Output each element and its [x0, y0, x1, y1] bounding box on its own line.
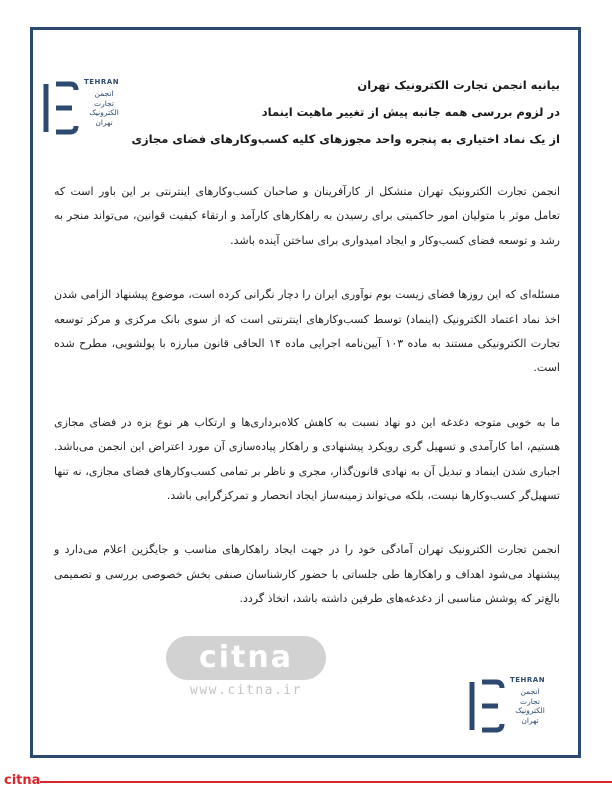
e-letter-icon	[40, 78, 80, 138]
logo-brand-fa: انجمن تجارت الکترونیک تهران	[89, 89, 119, 127]
watermark-url: www.citna.ir	[190, 683, 302, 698]
heading-line-1: بیانیه انجمن تجارت الکترونیک تهران	[357, 78, 560, 92]
citna-watermark	[166, 636, 326, 700]
statement-body	[54, 180, 560, 642]
logo-brand-en: TEHRAN	[84, 78, 120, 86]
paragraph-4: انجمن تجارت الکترونیک تهران آمادگی خود را در جهت ایجاد راهکارهای مناسب و جایگزین اعلام می‌دارد و پیشنهاد می‌شود اهداف و راهکارها طی جلساتی با حضور کارشناسان صنفی بخش خصوصی بررسی و تصمیمی بالغ‌تر که پوشش مناسبی از دغدغه‌های طرفین داشته باشد، اتخاذ گردد.	[54, 543, 560, 606]
paragraph-3: ما به خوبی متوجه دغدغه این دو نهاد نسبت به کاهش کلاه‌برداری‌ها و ارتکاب هر نوع بزه در فضای مجازی هستیم، اما کارآمدی و تسهیل گری رویکرد پیشنهادی و راهکار پیاده‌سازی آن مورد اعتراض این انجمن می‌باشد. اجباری شدن اینماد و تبدیل آن به نهادی قانون‌گذار، مجری و ناظر بر تمامی کسب‌وکارهای فضای مجازی، نه تنها تسهیل‌گر کسب‌وکارها نیست، بلکه می‌تواند زمینه‌ساز ایجاد انحصار و تمرکزگرایی باشد.	[54, 415, 560, 503]
logo-brand-fa: انجمن تجارت الکترونیک تهران	[515, 687, 545, 725]
heading-line-3: از یک نماد اختیاری به پنجره واحد مجوزهای کلیه کسب‌وکارهای فضای مجازی	[131, 132, 560, 146]
logo-brand-en: TEHRAN	[510, 676, 546, 684]
paragraph-1: انجمن تجارت الکترونیک تهران متشکل از کارآفرینان و صاحبان کسب‌وکارهای اینترنتی بر این باور است که تعامل موثر با متولیان امور حاکمیتی برای رسیدن به راهکارهای کارآمد و ارتقاء کیفیت قوانین، می‌تواند منجر به رشد و توسعه فضای کسب‌وکار و ایجاد امیدواری برای ساختن آینده باشد.	[54, 185, 560, 247]
statement-heading	[131, 72, 560, 153]
paragraph-2: مسئله‌ای که این روزها فضای زیست بوم نوآوری ایران را دچار نگرانی کرده است، موضوع پیشنهاد الزامی شدن اخذ نماد اعتماد الکترونیک (اینماد) توسط کسب‌وکارهای اینترنتی است که از سوی بانک مرکزی و مرکز توسعه تجارت الکترونیکی مستند به ماده ۱۰۳ آیین‌نامه اجرایی ماده ۱۴ الحاقی قانون مبارزه با پولشویی، مطرح شده است.	[54, 288, 560, 375]
citna-footer-logo[interactable]: citna	[4, 773, 41, 788]
heading-line-2: در لزوم بررسی همه جانبه پیش از تغییر ماهیت اینماد	[261, 105, 560, 119]
footer-divider	[40, 781, 612, 783]
e-letter-icon	[466, 676, 506, 736]
association-logo-bottom	[466, 676, 576, 746]
watermark-word: citna	[198, 640, 293, 675]
